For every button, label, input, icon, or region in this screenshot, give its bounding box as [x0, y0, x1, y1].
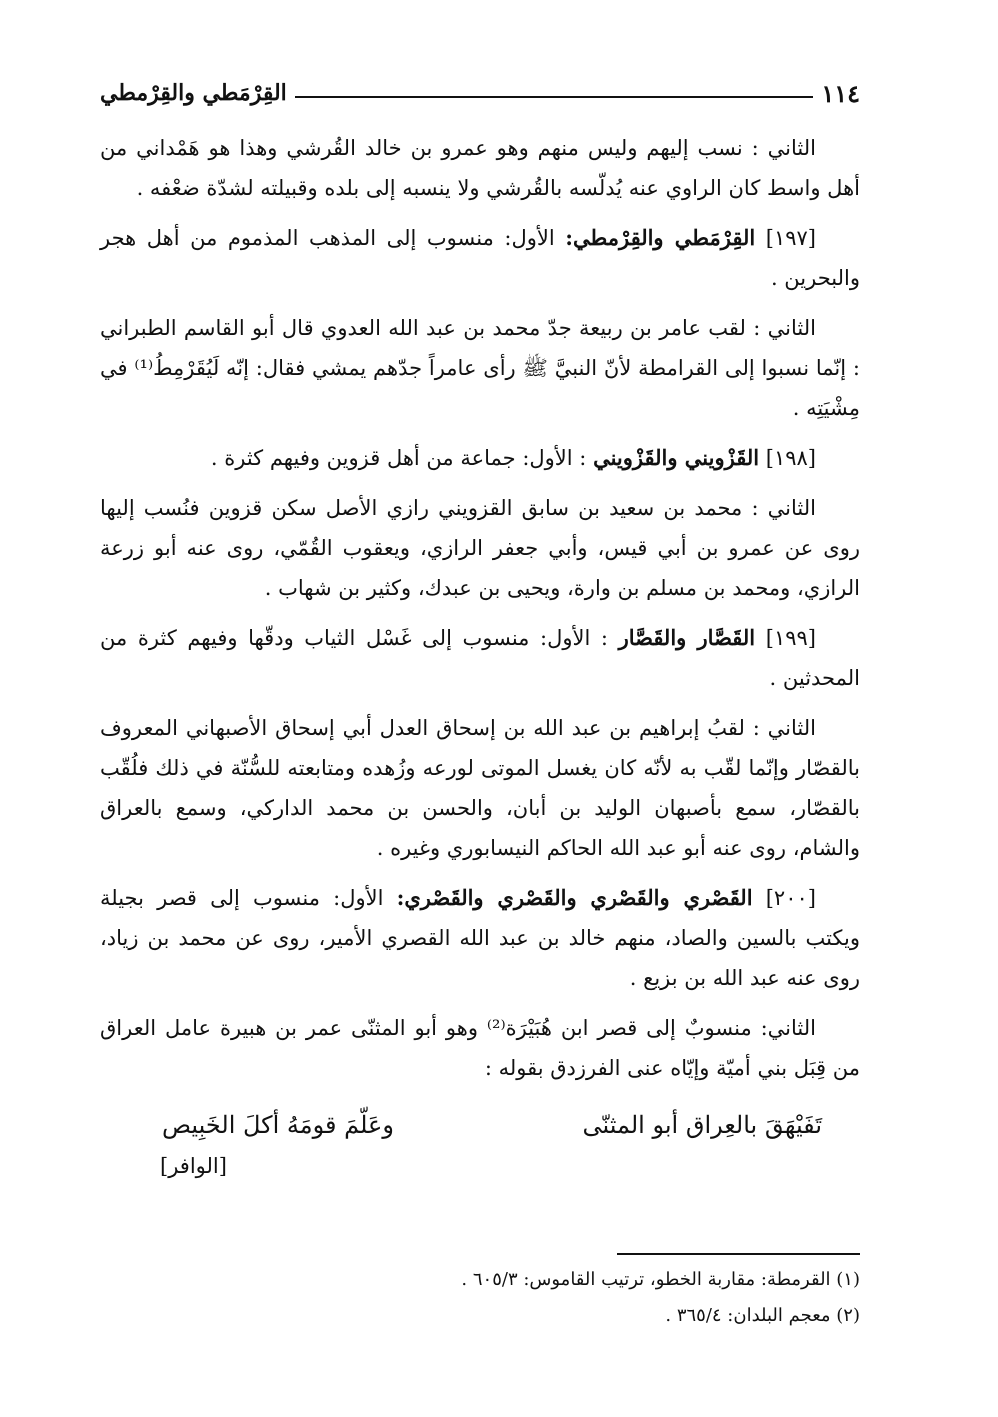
paragraph: الثاني: منسوبٌ إلى قصر ابن هُبَيْرَة⁽²⁾ وهو أبو المثنّى عمر بن هبيرة عامل العراق من قِبَل بني أميّة وإيّاه عنى الفرزدق بقوله :: [100, 1016, 860, 1080]
main-text: [100, 128, 860, 1184]
entry-number: [٢٠٠]: [765, 886, 816, 910]
entry-number: [١٩٧]: [765, 226, 816, 250]
verse-first-hemistich: تَفَيْهَقَ بالعِراق أبو المثنّى: [582, 1111, 822, 1139]
entry-heading: القَزْويني والقَزْويني: [593, 445, 760, 470]
poem-verse: [100, 1098, 860, 1148]
verse-second-hemistich: وعَلّمَ قومَهُ أكلَ الخَبِيص: [162, 1111, 394, 1139]
page-number: ١١٤: [821, 78, 860, 108]
paragraph: الثاني : محمد بن سعيد بن سابق القزويني رازي الأصل سكن قزوين فنُسب إليها روى عن عمرو بن أبي قيس، وأبي جعفر الرازي، ويعقوب القُمّي، روى عنه أبو زرعة الرازي، ومحمد بن مسلم بن وارة، ويحيى بن عبدك، وكثير بن شهاب .: [100, 496, 860, 600]
entry-198: [100, 438, 860, 478]
paragraph: الثاني : لقبُ إبراهيم بن عبد الله بن إسحاق العدل أبي إسحاق الأصبهاني المعروف بالقصّار وإنّما لقّب به لأنّه كان يغسل الموتى لورعه وزُهده ومتابعته للسُّنّة في ذلك فلُقّب بالقصّار، سمع بأصبهان الوليد بن أبان، والحسن بن محمد الداركي، وسمع بالعراق والشام، روى عنه أبو عبد الله الحاكم النيسابوري وغيره .: [100, 716, 860, 860]
footnote-2: (٢) معجم البلدان: ٣٦٥/٤ .: [665, 1305, 860, 1326]
entry-text: الأول: منسوب إلى قصر بجيلة ويكتب بالسين والصاد، منهم خالد بن عبد الله القصري الأمير، روى عن محمد بن زياد، روى عنه عبد الله بن بزيع .: [100, 886, 860, 990]
footnote-1: (١) القرمطة: مقاربة الخطو، ترتيب القاموس: ٦٠٥/٣ .: [461, 1269, 860, 1290]
paragraph: الثاني : نسب إليهم وليس منهم وهو عمرو بن خالد القُرشي وهذا هو هَمْداني من أهل واسط كان الراوي عنه يُدلّسه بالقُرشي ولا ينسبه إلى بلده وقبيلته لشدّة ضعْفه .: [100, 136, 860, 200]
entry-197: [100, 218, 860, 298]
entry-text: : الأول: جماعة من أهل قزوين وفيهم كثرة .: [210, 446, 587, 470]
entry-text: الأول: منسوب إلى المذهب المذموم من أهل هجر والبحرين .: [100, 226, 860, 290]
running-title: القِرْمَطي والقِرْمطي: [100, 80, 287, 106]
footnotes: [100, 1262, 860, 1334]
entry-heading: القِرْمَطي والقِرْمطي:: [565, 225, 756, 250]
entry-heading: القَصَّار والقَصَّار: [618, 625, 756, 650]
entry-number: [١٩٨]: [765, 446, 816, 470]
footnote-rule: [617, 1253, 860, 1255]
header-rule: [295, 96, 814, 98]
entry-200: [100, 878, 860, 998]
paragraph: الثاني : لقب عامر بن ربيعة جدّ محمد بن عبد الله العدوي قال أبو القاسم الطبراني : إنّما نسبوا إلى القرامطة لأنّ النبيَّ ﷺ رأى عامراً جدّهم يمشي فقال: إنّه لَيُقَرْمِطُ⁽¹⁾ في مِشْيَتِه .: [100, 316, 860, 420]
entry-number: [١٩٩]: [765, 626, 816, 650]
entry-199: [100, 618, 860, 698]
page-header: [100, 70, 860, 116]
poetic-meter: [الوافر]: [160, 1154, 227, 1178]
entry-text: : الأول: منسوب إلى غَسْل الثياب ودقّها وفيهم كثرة من المحدثين .: [100, 626, 860, 690]
entry-heading: القَصْري والقَصْري والقَصْري والقَصْري:: [396, 885, 753, 910]
